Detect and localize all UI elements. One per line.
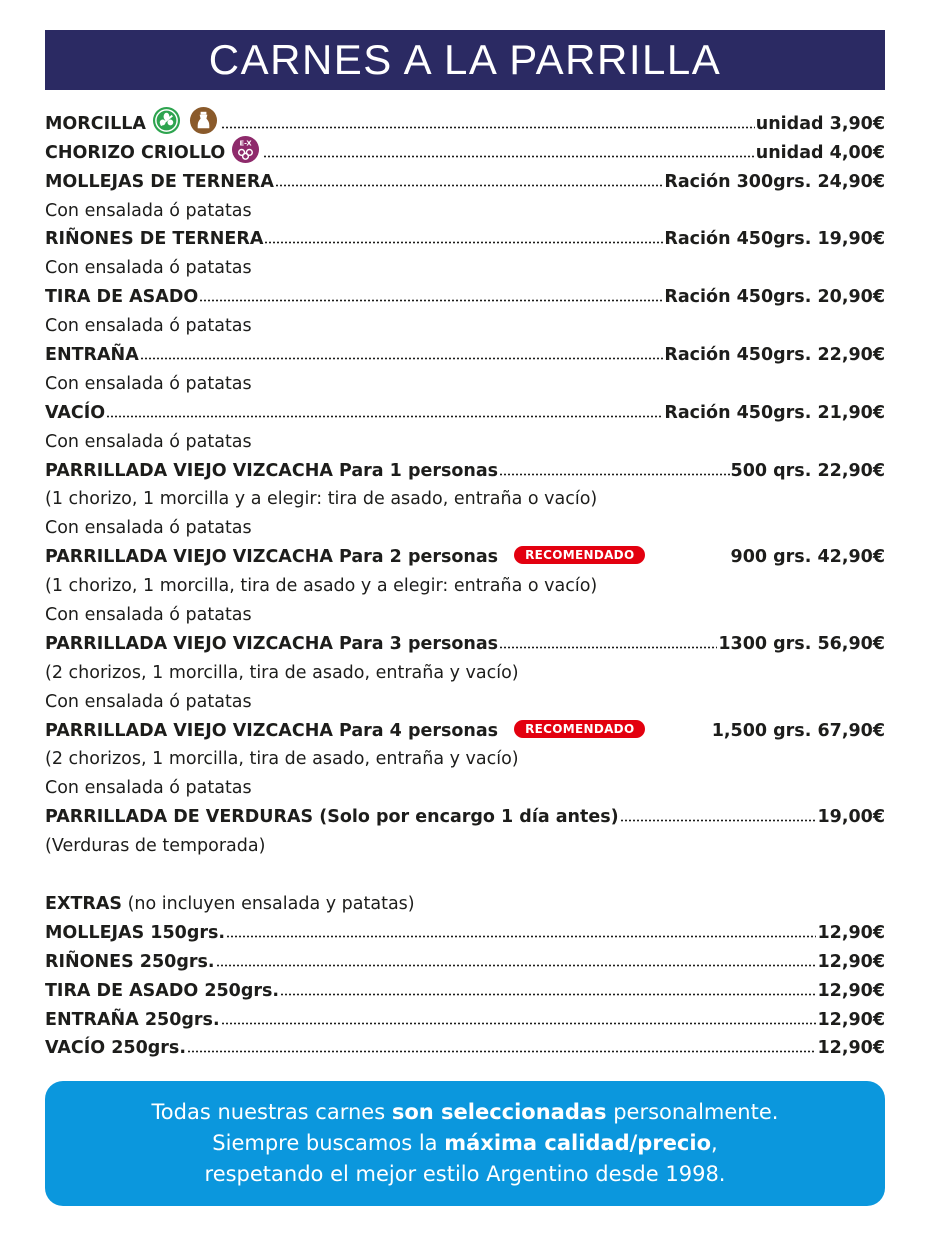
extra-item <box>45 1031 885 1060</box>
menu-item <box>45 222 885 251</box>
item-description: Con ensalada ó patatas <box>45 518 252 539</box>
item-name: PARRILLADA VIEJO VIZCACHA Para 4 personas <box>45 720 499 741</box>
item-description: (1 chorizo, 1 morcilla y a elegir: tira de asado, entraña o vacío) <box>45 489 598 510</box>
footer-banner <box>45 1081 885 1206</box>
item-name: MOLLEJAS DE TERNERA <box>45 171 274 192</box>
svg-text:E-X: E-X <box>239 139 252 148</box>
menu-item <box>45 539 885 568</box>
menu-item <box>45 799 885 828</box>
gluten-free-icon <box>152 106 181 135</box>
dot-leader <box>187 1049 816 1054</box>
dairy-allergen-icon <box>189 106 218 135</box>
item-description: Con ensalada ó patatas <box>45 605 252 626</box>
extras-heading <box>45 886 885 915</box>
item-name: ENTRAÑA <box>45 345 139 366</box>
item-name: VACÍO <box>45 402 106 423</box>
item-price: Ración 300grs. 24,90€ <box>664 171 885 192</box>
extra-price: 12,90€ <box>817 922 885 943</box>
dot-leader <box>264 240 663 245</box>
dot-leader <box>620 818 817 823</box>
dot-leader <box>499 645 717 650</box>
dot-leader <box>221 125 755 130</box>
item-name: PARRILLADA VIEJO VIZCACHA Para 2 personas <box>45 547 499 568</box>
footer-line-3: respetando el mejor estilo Argentino desde 1998. <box>204 1162 726 1186</box>
item-price: Ración 450grs. 22,90€ <box>664 345 885 366</box>
menu-list <box>45 106 885 1059</box>
dot-leader <box>216 963 817 968</box>
item-name: RIÑONES DE TERNERA <box>45 229 264 250</box>
item-name: PARRILLADA DE VERDURAS (Solo por encargo 1 día antes) <box>45 807 619 828</box>
spacer <box>45 857 885 886</box>
item-description: Con ensalada ó patatas <box>45 691 252 712</box>
item-name: MORCILLA <box>45 113 146 134</box>
item-description: (1 chorizo, 1 morcilla, tira de asado y a elegir: entraña o vacío) <box>45 576 598 597</box>
item-price: Ración 450grs. 21,90€ <box>664 402 885 423</box>
dot-leader <box>199 298 663 303</box>
footer-line-2: Siempre buscamos la máxima calidad/precio, <box>212 1131 718 1155</box>
extra-name: MOLLEJAS 150grs. <box>45 922 226 943</box>
item-price: Ración 450grs. 20,90€ <box>664 287 885 308</box>
extra-price: 12,90€ <box>817 951 885 972</box>
item-price: 900 grs. 42,90€ <box>730 547 885 568</box>
item-name: PARRILLADA VIEJO VIZCACHA Para 1 personas <box>45 460 499 481</box>
extra-item <box>45 1002 885 1031</box>
footer-line-1: Todas nuestras carnes son seleccionadas personalmente. <box>151 1100 779 1124</box>
item-price: unidad 3,90€ <box>755 113 885 134</box>
item-description: (2 chorizos, 1 morcilla, tira de asado, entraña y vacío) <box>45 749 519 770</box>
item-price: 1300 grs. 56,90€ <box>718 633 885 654</box>
item-price: 500 qrs. 22,90€ <box>730 460 885 481</box>
extras-note: (no incluyen ensalada y patatas) <box>122 893 415 914</box>
dot-leader <box>275 183 664 188</box>
menu-item <box>45 106 885 135</box>
item-description: (2 chorizos, 1 morcilla, tira de asado, entraña y vacío) <box>45 662 519 683</box>
menu-item <box>45 164 885 193</box>
item-description: (Verduras de temporada) <box>45 836 266 857</box>
extra-item <box>45 973 885 1002</box>
item-description: Con ensalada ó patatas <box>45 778 252 799</box>
menu-item <box>45 279 885 308</box>
extra-price: 12,90€ <box>817 980 885 1001</box>
recommended-badge: RECOMENDADO <box>514 720 645 738</box>
recommended-badge: RECOMENDADO <box>514 546 645 564</box>
item-price: 19,00€ <box>817 807 885 828</box>
menu-item <box>45 135 885 164</box>
item-description: Con ensalada ó patatas <box>45 258 252 279</box>
extra-item <box>45 915 885 944</box>
lactose-allergen-icon <box>231 135 260 164</box>
item-price: unidad 4,00€ <box>755 142 885 163</box>
item-description: Con ensalada ó patatas <box>45 431 252 452</box>
menu-item <box>45 713 885 742</box>
extras-label: EXTRAS <box>45 893 123 914</box>
extra-name: ENTRAÑA 250grs. <box>45 1009 220 1030</box>
menu-item <box>45 337 885 366</box>
extra-item <box>45 944 885 973</box>
item-name: PARRILLADA VIEJO VIZCACHA Para 3 personas <box>45 633 499 654</box>
menu-item <box>45 453 885 482</box>
dot-leader <box>140 356 664 361</box>
menu-item <box>45 626 885 655</box>
dot-leader <box>226 934 816 939</box>
dot-leader <box>106 414 663 419</box>
extra-price: 12,90€ <box>817 1038 885 1059</box>
extra-name: RIÑONES 250grs. <box>45 951 215 972</box>
extra-price: 12,90€ <box>817 1009 885 1030</box>
dot-leader <box>280 992 816 997</box>
extra-name: VACÍO 250grs. <box>45 1038 186 1059</box>
item-name: TIRA DE ASADO <box>45 287 199 308</box>
item-price: 1,500 grs. 67,90€ <box>711 720 885 741</box>
dot-leader <box>221 1021 817 1026</box>
item-description: Con ensalada ó patatas <box>45 316 252 337</box>
menu-title: CARNES A LA PARRILLA <box>45 30 885 90</box>
item-name: CHORIZO CRIOLLO <box>45 142 226 163</box>
menu-item <box>45 395 885 424</box>
item-description: Con ensalada ó patatas <box>45 200 252 221</box>
dot-leader <box>499 472 729 477</box>
item-description: Con ensalada ó patatas <box>45 373 252 394</box>
extra-name: TIRA DE ASADO 250grs. <box>45 980 280 1001</box>
item-price: Ración 450grs. 19,90€ <box>664 229 885 250</box>
dot-leader <box>263 154 754 159</box>
